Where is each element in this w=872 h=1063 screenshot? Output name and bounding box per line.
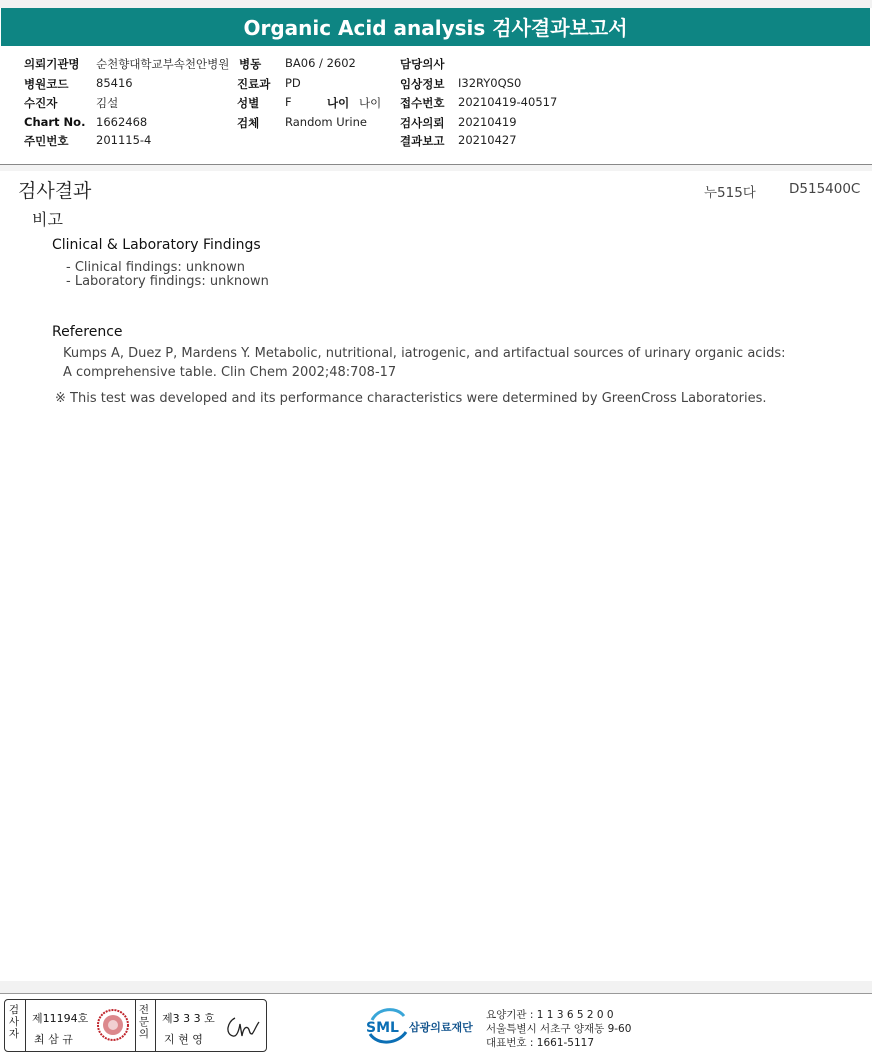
label-patient: 수진자 [24, 96, 58, 110]
reference-line-1: Kumps A, Duez P, Mardens Y. Metabolic, nutritional, iatrogenic, and artifactual sources of urinary organic acids: [63, 346, 786, 361]
signature-icon [223, 1012, 263, 1042]
reviewer-number: 제3 3 3 호 [162, 1012, 215, 1025]
label-test-request: 검사의뢰 [400, 116, 445, 130]
divider-band [0, 165, 872, 171]
top-band [0, 0, 872, 8]
report-title: Organic Acid analysis 검사결과보고서 [1, 8, 870, 46]
signature-box [4, 999, 267, 1052]
label-sex: 성별 [237, 96, 260, 110]
label-specimen: 검체 [237, 116, 260, 130]
value-test-request: 20210419 [458, 115, 517, 129]
value-clinical-info: I32RY0QS0 [458, 76, 522, 90]
reviewer-label: 전문의 [138, 1004, 150, 1040]
label-chart-no: Chart No. [24, 115, 86, 129]
value-sex: F [285, 95, 292, 109]
seal-icon [95, 1006, 131, 1044]
inspector-name: 최 삼 규 [34, 1033, 73, 1046]
label-clinical-info: 임상정보 [400, 77, 445, 91]
results-section-title: 검사결과 [18, 180, 92, 202]
value-resident-no: 201115-4 [96, 133, 152, 147]
footer-band [0, 981, 872, 993]
label-physician: 담당의사 [400, 57, 445, 71]
org-address: 서울특별시 서초구 양재동 9-60 [486, 1023, 632, 1035]
value-ward: BA06 / 2602 [285, 56, 356, 70]
org-phone: 대표번호 : 1661-5117 [486, 1037, 595, 1049]
org-name: 삼광의료재단 [409, 1021, 473, 1034]
findings-title: Clinical & Laboratory Findings [52, 237, 261, 253]
org-code: 요양기관 : 1 1 3 6 5 2 0 0 [486, 1009, 614, 1021]
inspector-label: 검사자 [8, 1004, 20, 1040]
value-chart-no: 1662468 [96, 115, 148, 129]
label-resident-no: 주민번호 [24, 134, 69, 148]
inspector-number: 제11194호 [32, 1012, 89, 1025]
remark-title: 비고 [32, 210, 63, 229]
label-receipt-no: 접수번호 [400, 96, 445, 110]
value-age: 나이 [359, 96, 382, 110]
label-department: 진료과 [237, 77, 271, 91]
reference-title: Reference [52, 324, 123, 340]
label-hospital-code: 병원코드 [24, 77, 69, 91]
label-requesting-institution: 의뢰기관명 [24, 57, 80, 71]
reviewer-name: 지 현 영 [164, 1033, 203, 1046]
label-age: 나이 [327, 96, 350, 110]
label-ward: 병동 [239, 57, 262, 71]
sign-divider-3 [155, 1000, 156, 1051]
reference-line-2: A comprehensive table. Clin Chem 2002;48:708-17 [63, 365, 397, 380]
value-hospital-code: 85416 [96, 76, 133, 90]
label-result-report: 결과보고 [400, 134, 445, 148]
value-receipt-no: 20210419-40517 [458, 95, 558, 109]
footer-divider [0, 993, 872, 994]
finding-laboratory: - Laboratory findings: unknown [66, 274, 269, 289]
result-code-right: D515400C [789, 181, 861, 197]
sign-divider-2 [135, 1000, 136, 1051]
result-code-left: 누515다 [704, 185, 756, 201]
value-department: PD [285, 76, 301, 90]
value-patient: 김설 [96, 96, 119, 110]
value-requesting-institution: 순천향대학교부속천안병원 [96, 57, 230, 71]
value-result-report: 20210427 [458, 133, 517, 147]
patient-info [0, 52, 872, 162]
logo-text: SML [366, 1020, 399, 1036]
value-specimen: Random Urine [285, 115, 367, 129]
sign-divider-1 [25, 1000, 26, 1051]
finding-clinical: - Clinical findings: unknown [66, 260, 245, 275]
test-note: ※ This test was developed and its performance characteristics were determined by GreenCross Laboratories. [55, 391, 767, 406]
